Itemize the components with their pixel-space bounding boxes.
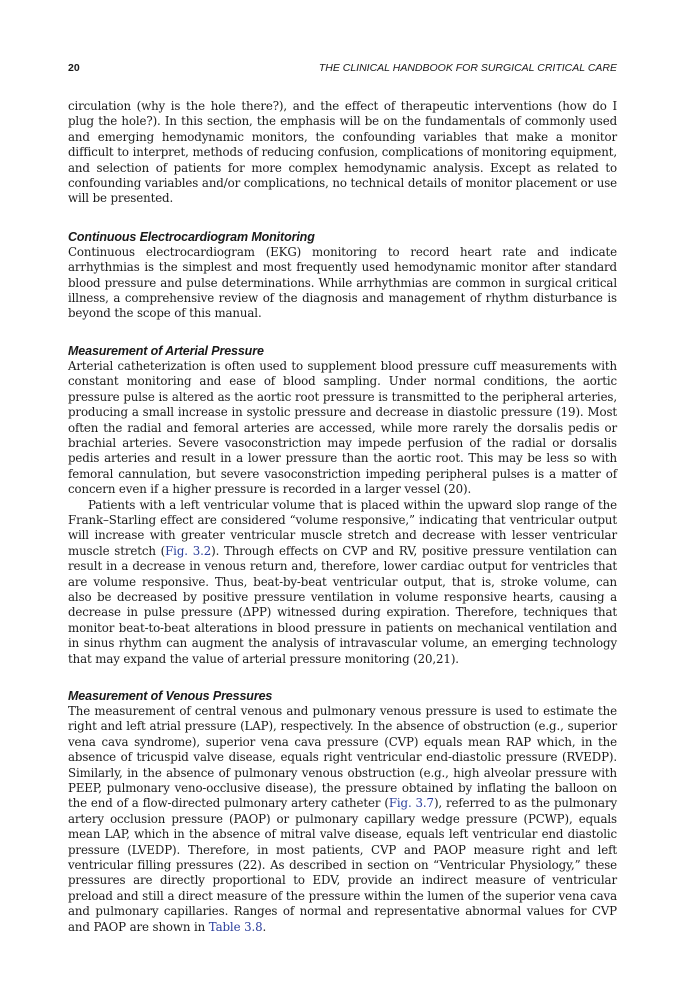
paragraph-venous [68,704,617,935]
intro-paragraph: circulation (why is the hole there?), and the effect of therapeutic interventions (how do I plug the hole?). In this section, the emphasis will be on the fundamentals of commonly used and emerging hemodynamic monitors, the confounding variables that make a monitor difficult to interpret, methods of reducing confusion, complications of monitoring equipment, and selection of patients for more complex hemodynamic analysis. Except as related to confounding variables and/or complications, no technical details of monitor placement or use will be presented. [68,99,617,206]
heading-arterial-pressure: Measurement of Arterial Pressure [68,343,264,358]
text-segment: Patients with a left ventricular volume that is placed within the upward slop range of the Frank–Starling effect are considered “volume responsive,” indicating that ventricular output will increase with greater ventricular muscle stretch and decrease with lesser ventricular muscle stretch ( [68,497,617,558]
body-text [68,99,617,935]
text-segment: ). Through effects on CVP and RV, positive pressure ventilation can result in a decrease in venous return and, therefore, lower cardiac output for ventricles that are volume responsive. Thus, beat-by-beat ventricular output, that is, stroke volume, can also be decreased by positive pressure ventilation in volume responsive hearts, causing a decrease in pulse pressure (ΔPP) witnessed during expiration. Therefore, techniques that monitor beat-to-beat alterations in blood pressure in patients on mechanical ventilation and in sinus rhythm can augment the analysis of intravascular volume, an emerging technology that may expand the value of arterial pressure monitoring (20,21). [68,543,617,666]
book-page [68,62,617,935]
running-title: THE CLINICAL HANDBOOK FOR SURGICAL CRITICAL CARE [318,62,617,74]
text-segment: ), referred to as the pulmonary artery occlusion pressure (PAOP) or pulmonary capillary wedge pressure (PCWP), equals mean LAP, which in the absence of mitral valve disease, equals left ventricular end diastolic pressure (LVEDP). Therefore, in most patients, CVP and PAOP measure right and left ventricular filling pressures (22). As described in section on “Ventricular Physiology,” these pressures are directly proportional to EDV, provide an indirect measure of ventricular preload and still a direct measure of the pressure within the lumen of the superior vena cava and pulmonary capillaries. Ranges of normal and representative abnormal values for CVP and PAOP are shown in [68,796,618,934]
figure-link-3-2[interactable]: Fig. 3.2 [165,543,212,558]
table-link-3-8[interactable]: Table 3.8 [208,919,263,934]
running-header [68,62,617,78]
paragraph-ekg: Continuous electrocardiogram (EKG) monitoring to record heart rate and indicate arrhythmias is the simplest and most frequently used hemodynamic monitor after standard blood pressure and pulse determinations. While arrhythmias are common in surgical critical illness, a comprehensive review of the diagnosis and management of rhythm disturbance is beyond the scope of this manual. [68,244,617,321]
page-number: 20 [68,62,80,74]
heading-ekg: Continuous Electrocardiogram Monitoring [68,229,315,244]
figure-link-3-7[interactable]: Fig. 3.7 [388,796,434,811]
heading-venous-pressures: Measurement of Venous Pressures [68,689,273,703]
text-segment: The measurement of central venous and pulmonary venous pressure is used to estimate the right and left atrial pressure (LAP), respectively. In the absence of obstruction (e.g., superior vena cava syndrome), superior vena cava pressure (CVP) equals mean RAP which, in the absence of tricuspid valve disease, equals right ventricular end-diastolic pressure (RVEDP). Similarly, in the absence of pulmonary venous obstruction (e.g., high alveolar pressure with PEEP, pulmonary veno-occlusive disease), the pressure obtained by inflating the balloon on the end of a flow-directed pulmonary artery catheter ( [68,704,617,811]
text-segment: . [262,919,267,934]
paragraph-arterial-2 [68,498,617,667]
paragraph-arterial-1: Arterial catheterization is often used to supplement blood pressure cuff measurements with constant monitoring and ease of blood sampling. Under normal conditions, the aortic pressure pulse is altered as the aortic root pressure is transmitted to the peripheral arteries, producing a small increase in systolic pressure and decrease in diastolic pressure (19). Most often the radial and femoral arteries are accessed, while more rarely the dorsalis pedis or brachial arteries. Severe vasoconstriction may impede perfusion of the radial or dorsalis pedis arteries and result in a lower pressure than the aortic root. This may be less so with femoral cannulation, but severe vasoconstriction impeding peripheral pulses is a matter of concern even if a higher pressure is recorded in a larger vessel (20). [68,358,617,497]
